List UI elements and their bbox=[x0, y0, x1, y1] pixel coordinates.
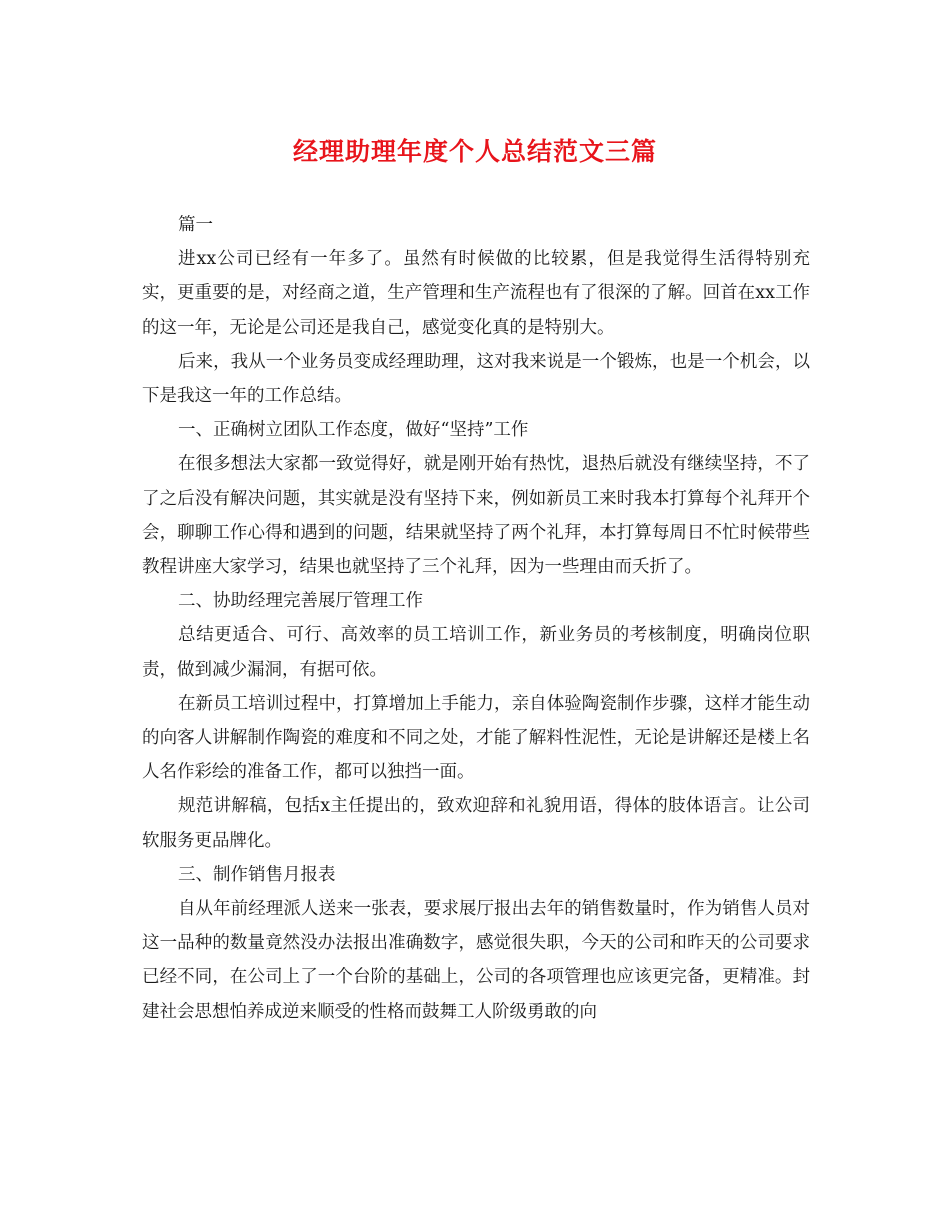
paragraph-script-standard: 规范讲解稿，包括x主任提出的，致欢迎辞和礼貌用语，得体的肢体语言。让公司软服务更品牌化。 bbox=[142, 796, 810, 851]
paragraph-persistence: 在很多想法大家都一致觉得好，就是刚开始有热忱，退热后就没有继续坚持，不了了之后没有解决问题，其实就是没有坚持下来，例如新员工来时我本打算每个礼拜开个会，聊聊工作心得和遇到的问题，结果就坚持了两个礼拜，本打算每周日不忙时候带些教程讲座大家学习，结果也就坚持了三个礼拜，因为一些理由而夭折了。 bbox=[142, 454, 810, 578]
document-title: 经理助理年度个人总结范文三篇 bbox=[292, 137, 657, 166]
paragraph-role-change: 后来，我从一个业务员变成经理助理，这对我来说是一个锻炼，也是一个机会，以下是我这一年的工作总结。 bbox=[142, 351, 810, 407]
paragraph-intro: 进xx公司已经有一年多了。虽然有时候做的比较累，但是我觉得生活得特别充实，更重要的是，对经商之道，生产管理和生产流程也有了很深的了解。回首在xx工作的这一年，无论是公司还是我自己，感觉变化真的是特别大。 bbox=[142, 249, 810, 338]
paragraph-training-process: 在新员工培训过程中，打算增加上手能力，亲自体验陶瓷制作步骤，这样才能生动的向客人讲解制作陶瓷的难度和不同之处，才能了解料性泥性，无论是讲解还是楼上名人名作彩绘的准备工作，都可以独挡一面。 bbox=[142, 693, 810, 783]
paragraph-training-summary: 总结更适合、可行、高效率的员工培训工作，新业务员的考核制度，明确岗位职责，做到减少漏洞，有据可依。 bbox=[142, 625, 810, 680]
section-heading-3: 三、制作销售月报表 bbox=[178, 864, 336, 885]
paragraph-sales-report: 自从年前经理派人送来一张表，要求展厅报出去年的销售数量时，作为销售人员对这一品种的数量竟然没办法报出准确数字，感觉很失职，今天的公司和昨天的公司要求已经不同，在公司上了一个台阶的基础上，公司的各项管理也应该更完备，更精准。封建社会思想怕养成逆来顺受的性格而鼓舞工人阶级勇敢的向 bbox=[142, 899, 810, 1022]
document-body bbox=[142, 208, 810, 1029]
section-heading-1: 一、正确树立团队工作态度，做好“坚持”工作 bbox=[178, 420, 529, 441]
section-heading-2: 二、协助经理完善展厅管理工作 bbox=[178, 591, 423, 612]
section-heading-part-one: 篇一 bbox=[178, 215, 213, 235]
